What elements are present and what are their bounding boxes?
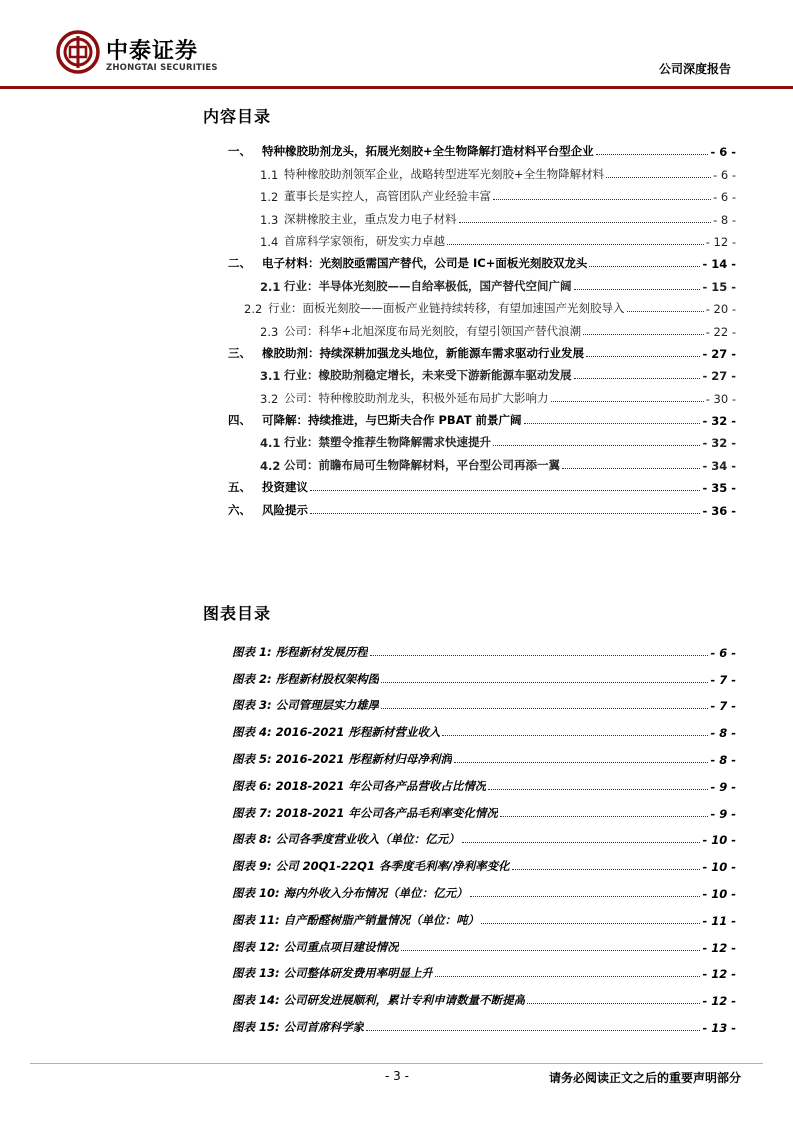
header-divider: [0, 86, 793, 89]
brand-name-en: ZHONGTAI SECURITIES: [106, 63, 218, 73]
toc-entry[interactable]: 1.1 特种橡胶助剂领军企业，战略转型进军光刻胶+全生物降解材料 - 6 -: [260, 166, 736, 182]
figure-entry[interactable]: 图表 4: 2016-2021 彤程新材营业收入 - 8 -: [232, 725, 736, 741]
footer-divider: [30, 1063, 763, 1064]
figure-entry[interactable]: 图表 14: 公司研发进展顺利，累计专利申请数量不断提高 - 12 -: [232, 993, 736, 1009]
toc-entry[interactable]: 4.1 行业：禁塑令推荐生物降解需求快速提升 - 32 -: [260, 435, 736, 451]
figure-entry[interactable]: 图表 15: 公司首席科学家 - 13 -: [232, 1019, 736, 1035]
page-number: - 3 -: [385, 1069, 409, 1083]
toc-entry[interactable]: 六、 风险提示 - 36 -: [228, 502, 736, 518]
toc-entry[interactable]: 1.4 首席科学家领衔，研发实力卓越 - 12 -: [260, 233, 736, 249]
report-type: 公司深度报告: [658, 62, 731, 76]
figure-entry[interactable]: 图表 3: 公司管理层实力雄厚 - 7 -: [232, 698, 736, 714]
toc-entry[interactable]: 四、 可降解：持续推进，与巴斯夫合作 PBAT 前景广阔 - 32 -: [228, 413, 736, 429]
figure-entry[interactable]: 图表 13: 公司整体研发费用率明显上升 - 12 -: [232, 966, 736, 982]
page-header: [0, 0, 793, 90]
toc-entry[interactable]: 二、 电子材料：光刻胶亟需国产替代，公司是 IC+面板光刻胶双龙头 - 14 -: [228, 256, 736, 272]
figures-title: 图表目录: [203, 604, 272, 623]
toc-entry[interactable]: 3.1 行业：橡胶助剂稳定增长，未来受下游新能源车驱动发展 - 27 -: [260, 368, 736, 384]
figure-entry[interactable]: 图表 10: 海内外收入分布情况（单位：亿元） - 10 -: [232, 885, 736, 901]
contents-title: 内容目录: [203, 107, 272, 126]
figure-entry[interactable]: 图表 6: 2018-2021 年公司各产品营收占比情况 - 9 -: [232, 778, 736, 794]
toc-entry[interactable]: 1.2 董事长是实控人，高管团队产业经验丰富 - 6 -: [260, 189, 736, 205]
zhongtai-logo-icon: [56, 30, 100, 74]
toc-entry[interactable]: 1.3 深耕橡胶主业，重点发力电子材料 - 8 -: [260, 211, 736, 227]
figure-entry[interactable]: 图表 9: 公司 20Q1-22Q1 各季度毛利率/净利率变化 - 10 -: [232, 859, 736, 875]
toc-entry[interactable]: 2.1 行业：半导体光刻胶——自给率极低，国产替代空间广阔 - 15 -: [260, 278, 736, 294]
toc-entry[interactable]: 3.2 公司：特种橡胶助剂龙头，积极外延布局扩大影响力 - 30 -: [260, 390, 736, 406]
disclaimer: 请务必阅读正文之后的重要声明部分: [548, 1071, 741, 1085]
figure-entry[interactable]: 图表 7: 2018-2021 年公司各产品毛利率变化情况 - 9 -: [232, 805, 736, 821]
toc-entry[interactable]: 2.2 行业：面板光刻胶——面板产业链持续转移，有望加速国产光刻胶导入 - 20 -: [244, 301, 736, 317]
figure-entry[interactable]: 图表 8: 公司各季度营业收入（单位：亿元） - 10 -: [232, 832, 736, 848]
figure-entry[interactable]: 图表 1: 彤程新材发展历程 - 6 -: [232, 644, 736, 660]
brand-name-cn: 中泰证券: [106, 39, 199, 64]
table-of-contents: [228, 137, 736, 518]
figure-entry[interactable]: 图表 5: 2016-2021 彤程新材归母净利润 - 8 -: [232, 751, 736, 767]
figure-entry[interactable]: 图表 11: 自产酚醛树脂产销量情况（单位：吨） - 11 -: [232, 912, 736, 928]
toc-entry[interactable]: 五、 投资建议 - 35 -: [228, 480, 736, 496]
toc-entry[interactable]: 三、 橡胶助剂：持续深耕加强龙头地位，新能源车需求驱动行业发展 - 27 -: [228, 345, 736, 361]
list-of-figures: [232, 633, 736, 1035]
figure-entry[interactable]: 图表 12: 公司重点项目建设情况 - 12 -: [232, 939, 736, 955]
toc-entry[interactable]: 4.2 公司：前瞻布局可生物降解材料，平台型公司再添一翼 - 34 -: [260, 457, 736, 473]
toc-entry[interactable]: 一、 特种橡胶助剂龙头，拓展光刻胶+全生物降解打造材料平台型企业 - 6 -: [228, 144, 736, 160]
toc-entry[interactable]: 2.3 公司：科华+北旭深度布局光刻胶，有望引领国产替代浪潮 - 22 -: [260, 323, 736, 339]
figure-entry[interactable]: 图表 2: 彤程新材股权架构图 - 7 -: [232, 671, 736, 687]
